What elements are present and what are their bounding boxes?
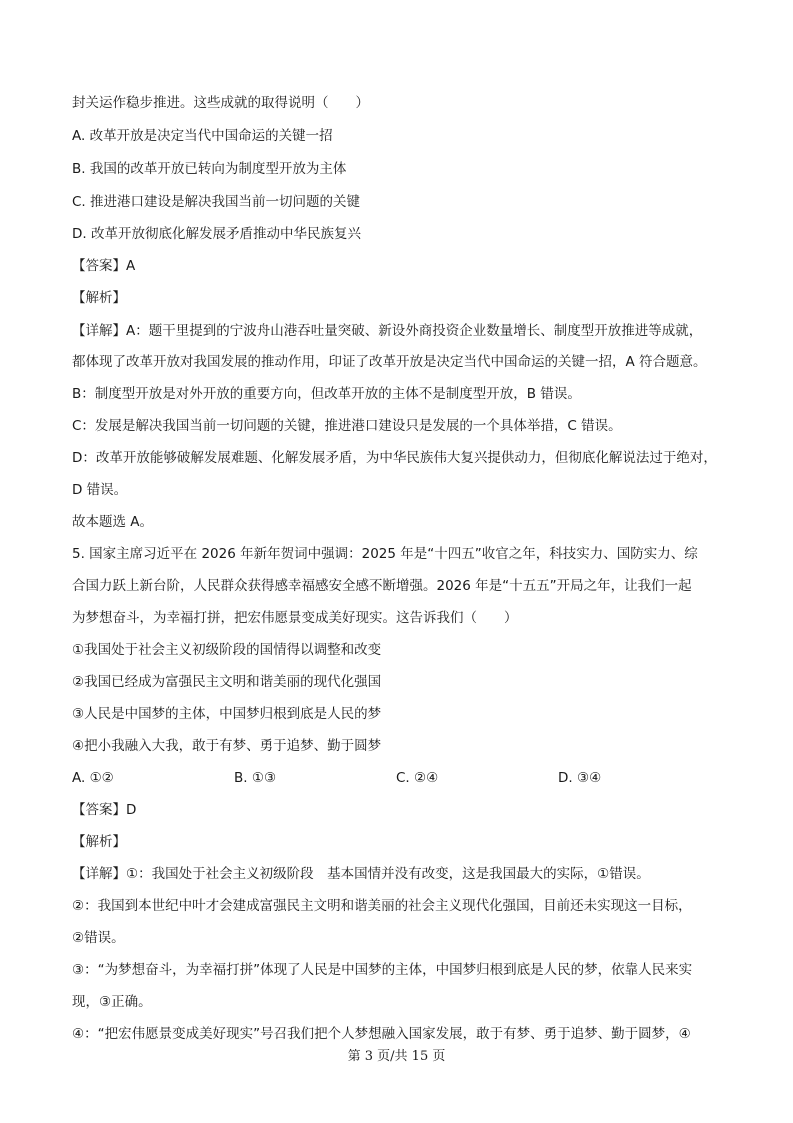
q4-detail-line-4: C：发展是解决我国当前一切问题的关键，推进港口建设只是发展的一个具体举措，C 错误。	[72, 418, 622, 434]
q4-detail-line-5: D：改革开放能够破解发展难题、化解发展矛盾，为中华民族伟大复兴提供动力，但彻底化解说法过于绝对，	[72, 450, 717, 466]
q5-detail-line-1: 【详解】①：我国处于社会主义初级阶段 基本国情并没有改变，这是我国最大的实际，①错误。	[72, 866, 650, 882]
q4-stem-tail: 封关运作稳步推进。这些成就的取得说明（ ）	[72, 95, 369, 111]
q5-statement-3: ③人民是中国梦的主体，中国梦归根到底是人民的梦	[72, 706, 382, 722]
q5-stem-line-3: 为梦想奋斗，为幸福打拼，把宏伟愿景变成美好现实。这告诉我们（ ）	[72, 610, 518, 626]
q5-detail-line-4: ③：“为梦想奋斗，为幸福打拼”体现了人民是中国梦的主体，中国梦归根到底是人民的梦，依靠人民来实	[72, 962, 693, 978]
q4-detail-line-1: 【详解】A：题干里提到的宁波舟山港吞吐量突破、新设外商投资企业数量增长、制度型开放推进等成就，	[72, 323, 703, 339]
q5-stem-line-1: 5. 国家主席习近平在 2026 年新年贺词中强调：2025 年是“十四五”收官之年，科技实力、国防实力、综	[72, 546, 698, 562]
q5-choice-d: D. ③④	[558, 770, 602, 786]
q5-choice-b: B. ①③	[234, 770, 277, 786]
q4-detail-line-2: 都体现了改革开放对我国发展的推动作用，印证了改革开放是决定当代中国命运的关键一招，A 符合题意。	[72, 354, 707, 370]
page-footer: 第 3 页/共 15 页	[347, 1049, 446, 1064]
q5-stem-line-2: 合国力跃上新台阶，人民群众获得感幸福感安全感不断增强。2026 年是“十五五”开局之年，让我们一起	[72, 578, 692, 594]
q5-choice-c: C. ②④	[396, 770, 439, 786]
q5-choice-a: A. ①②	[72, 770, 114, 786]
q5-statement-4: ④把小我融入大我，敢于有梦、勇于追梦、勤于圆梦	[72, 738, 382, 754]
q4-detail-line-7: 故本题选 A。	[72, 514, 154, 530]
q4-option-d: D. 改革开放彻底化解发展矛盾推动中华民族复兴	[72, 226, 361, 242]
q5-statement-2: ②我国已经成为富强民主文明和谐美丽的现代化强国	[72, 674, 382, 690]
q4-detail-line-3: B：制度型开放是对外开放的重要方向，但改革开放的主体不是制度型开放，B 错误。	[72, 386, 581, 402]
q5-statement-1: ①我国处于社会主义初级阶段的国情得以调整和改变	[72, 642, 382, 658]
q5-analysis-label: 【解析】	[72, 834, 126, 850]
q4-answer: 【答案】A	[72, 258, 136, 274]
q4-option-a: A. 改革开放是决定当代中国命运的关键一招	[72, 128, 333, 144]
q5-detail-line-5: 现，③正确。	[72, 994, 152, 1010]
q4-option-b: B. 我国的改革开放已转向为制度型开放为主体	[72, 161, 347, 177]
q5-detail-line-2: ②：我国到本世纪中叶才会建成富强民主文明和谐美丽的社会主义现代化强国，目前还未实现这一目标，	[72, 898, 692, 914]
q4-analysis-label: 【解析】	[72, 290, 126, 306]
q4-detail-line-6: D 错误。	[72, 482, 128, 498]
q5-detail-line-3: ②错误。	[72, 930, 125, 946]
q5-answer: 【答案】D	[72, 802, 137, 818]
q5-detail-line-6: ④：“把宏伟愿景变成美好现实”号召我们把个人梦想融入国家发展，敢于有梦、勇于追梦、勤于圆梦，④	[72, 1026, 691, 1042]
q4-option-c: C. 推进港口建设是解决我国当前一切问题的关键	[72, 194, 361, 210]
